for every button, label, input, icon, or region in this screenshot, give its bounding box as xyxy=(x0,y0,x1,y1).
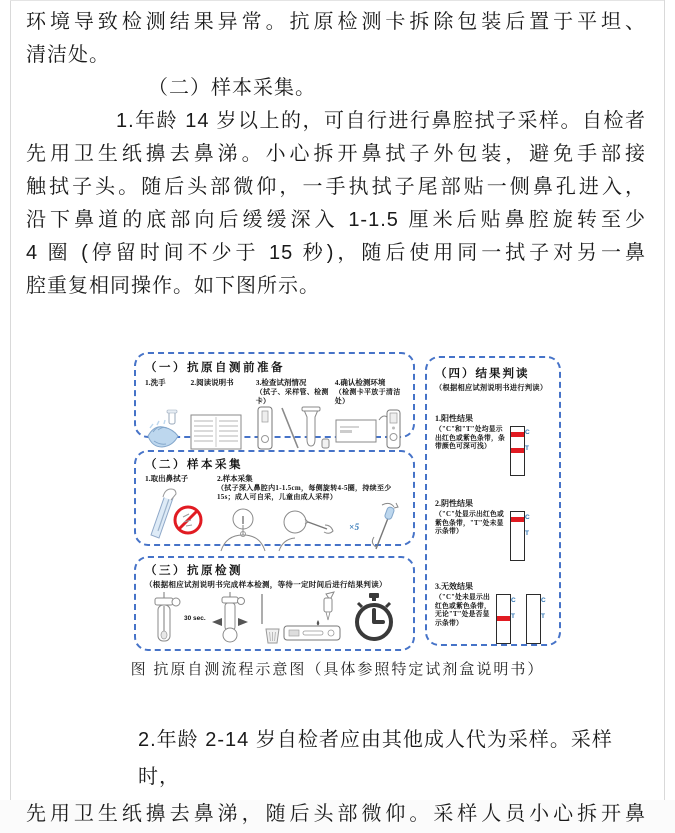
step-label: 1.取出鼻拭子 xyxy=(145,474,189,483)
collect-title: （二）样本采集 xyxy=(145,459,243,471)
result-positive xyxy=(435,413,551,476)
text-line: 1.年龄 14 岁以上的，可自行进行鼻腔拭子采样。自检者 xyxy=(116,110,646,132)
step-label: 3.检查试剂情况 xyxy=(255,378,307,387)
drop-on-cassette-icon xyxy=(282,592,348,644)
text-line: 清洁处。 xyxy=(26,44,110,66)
page-right-border xyxy=(664,0,665,800)
kit-contents-icon xyxy=(256,406,335,450)
prep-step-wash xyxy=(145,377,190,450)
text-line: 触拭子头。随后头部微仰，一手执拭子尾部贴一侧鼻孔进入， xyxy=(26,176,646,198)
step-label: 4.确认检测环境 xyxy=(334,378,386,387)
collect-box xyxy=(134,450,415,546)
test-strip-negative xyxy=(510,511,530,561)
result-negative xyxy=(435,498,551,561)
test-strip-invalid-blank xyxy=(526,594,546,644)
result-label: 1.阳性结果 xyxy=(435,414,473,423)
assisted-swab-side-icon xyxy=(277,507,335,551)
step-label: 2.样本采集 xyxy=(217,474,253,483)
detect-title: （三）抗原检测 xyxy=(145,565,243,577)
test-strip-positive xyxy=(510,426,530,476)
text-line: 先用卫生纸擤去鼻涕，随后头部微仰。采样人员小心拆开鼻 xyxy=(26,803,646,825)
flat-surface-icon xyxy=(335,408,404,450)
figure-caption: 图 抗原自测流程示意图（具体参照特定试剂盒说明书） xyxy=(130,662,545,678)
section-heading: （二）样本采集。 xyxy=(148,77,316,99)
strip-label-c: C xyxy=(511,597,516,604)
result-note: （根据相应试剂说明书进行判读） xyxy=(435,384,548,392)
prep-step-manual xyxy=(190,377,255,450)
paragraph-sample-collection xyxy=(26,6,646,303)
soak-time-label: 30 sec. xyxy=(184,614,206,622)
result-desc: （"C"和"T"处均显示出红色或紫色条带，条带颜色可深可浅） xyxy=(435,426,505,451)
stopwatch-icon xyxy=(350,592,398,644)
step-note: （拭子深入鼻腔内1-1.5cm，每侧旋转4-5圈，持续至少15s；成人可自采，儿童由成人采样） xyxy=(217,484,392,501)
step-note: （检测卡平放于清洁处） xyxy=(334,388,401,405)
rotate-swab-icon xyxy=(368,503,402,551)
page-top-border xyxy=(10,0,664,1)
result-invalid xyxy=(435,581,551,644)
discard-swab-icon xyxy=(254,592,280,644)
step-label: 2.阅读说明书 xyxy=(190,378,234,387)
strip-label-c: C xyxy=(525,514,530,521)
result-title: （四）结果判读 xyxy=(435,368,530,380)
manual-icon xyxy=(190,414,255,450)
antigen-self-test-figure xyxy=(120,348,570,656)
strip-label-t: T xyxy=(541,613,545,620)
prep-title: （一）抗原自测前准备 xyxy=(145,362,285,374)
result-label: 3.无效结果 xyxy=(435,582,473,591)
swab-in-tube-icon xyxy=(151,592,206,644)
detect-box xyxy=(134,556,415,651)
strip-label-c: C xyxy=(525,429,530,436)
collect-step1 xyxy=(145,473,217,551)
strip-label-t: T xyxy=(525,530,529,537)
paragraph-child-sampling xyxy=(26,722,646,833)
prep-step-environment xyxy=(335,377,404,450)
step-label: 1.洗手 xyxy=(145,378,166,387)
prep-step-check-kit xyxy=(256,377,335,450)
page-left-border xyxy=(10,0,11,800)
text-line: 腔重复相同操作。如下图所示。 xyxy=(26,275,320,297)
self-swab-front-icon xyxy=(217,507,269,551)
prep-box xyxy=(134,352,415,438)
test-strip-invalid-t xyxy=(496,594,516,644)
detect-note: （根据相应试剂说明书完成样本检测，等待一定时间后进行结果判读） xyxy=(145,580,387,589)
squeeze-tube-icon xyxy=(208,592,252,644)
handwash-icon xyxy=(145,410,190,450)
text-line: 4 圈 (停留时间不少于 15 秒)，随后使用同一拭子对另一鼻 xyxy=(26,242,646,264)
result-label: 2.阴性结果 xyxy=(435,499,473,508)
text-line: 先用卫生纸擤去鼻涕。小心拆开鼻拭子外包装，避免手部接 xyxy=(26,143,646,165)
step-note: （拭子、采样管、检测卡） xyxy=(255,388,329,405)
strip-label-c: C xyxy=(541,597,546,604)
result-desc: （"C"处未显示出红色或紫色条带，无论"T"处是否显示条带） xyxy=(435,594,491,627)
strip-label-t: T xyxy=(511,613,515,620)
collect-step2 xyxy=(217,473,404,551)
open-swab-no-touch-icon xyxy=(145,487,217,539)
text-line: 沿下鼻道的底部向后缓缓深入 1-1.5 厘米后贴鼻腔旋转至少 xyxy=(26,209,646,231)
strip-label-t: T xyxy=(525,445,529,452)
result-box xyxy=(425,356,561,646)
text-line: 环境导致检测结果异常。抗原检测卡拆除包装后置于平坦、 xyxy=(26,11,646,33)
rotate-count-label: ×5 xyxy=(349,522,360,532)
text-line: 2.年龄 2-14 岁自检者应由其他成人代为采样。采样时， xyxy=(138,729,613,788)
result-desc: （"C"处显示出红色或紫色条带，"T"处未显示条带） xyxy=(435,511,505,536)
